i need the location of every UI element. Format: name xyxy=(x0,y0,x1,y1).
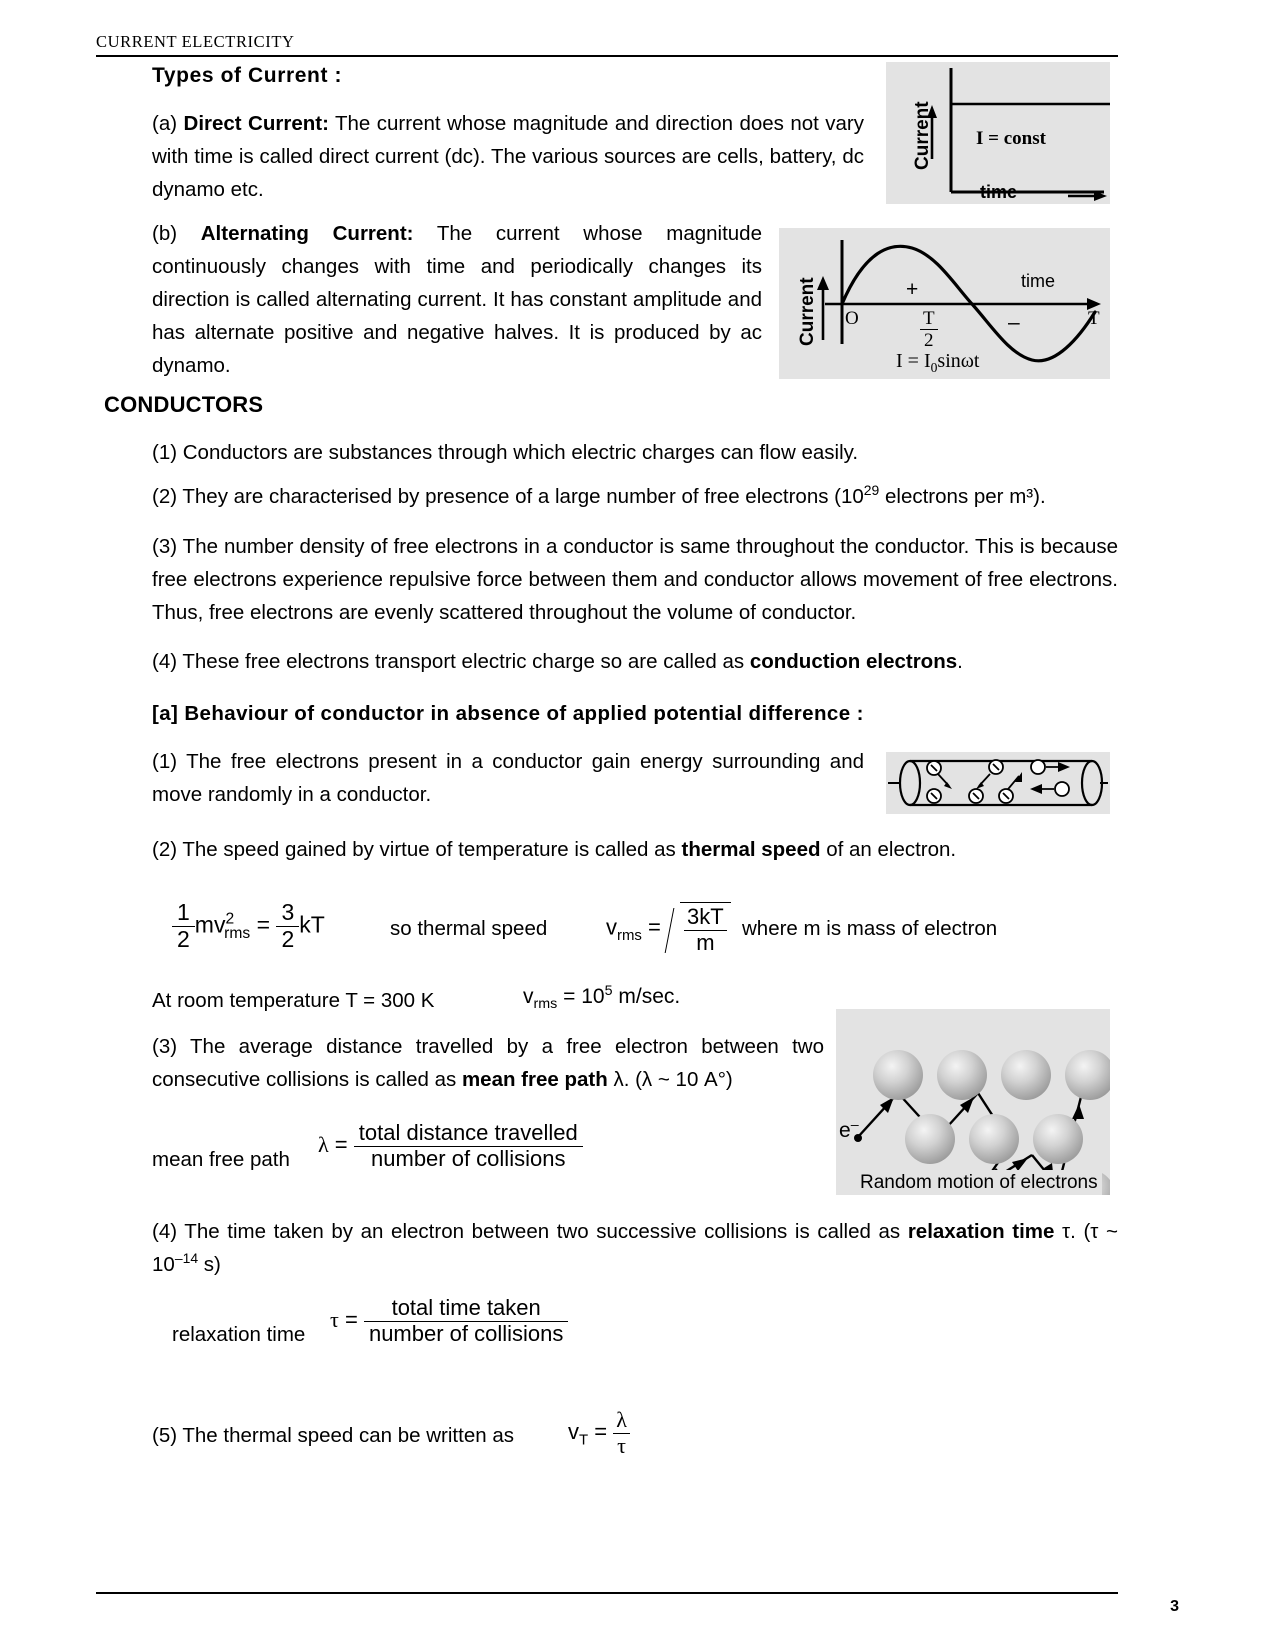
formula-thermal-speed-vT xyxy=(568,1408,630,1458)
conductor-cylinder-svg xyxy=(886,752,1110,814)
vrms-room-eq: = 10 xyxy=(563,985,605,1008)
label-relaxation-time: relaxation time xyxy=(172,1323,306,1346)
formula-relaxation-time xyxy=(330,1296,568,1346)
vrms-room-unit: m/sec. xyxy=(612,985,681,1008)
behaviour-point-1: (1) The free electrons present in a conductor gain energy surrounding and move randomly in a conductor. xyxy=(152,750,864,806)
paragraph-direct-current xyxy=(152,107,864,206)
vrms-room-sub: rms xyxy=(533,996,558,1013)
running-header-title: CURRENT ELECTRICITY xyxy=(96,32,295,51)
vrms-v: v xyxy=(606,914,617,940)
ac-half-period-fraction xyxy=(920,308,938,352)
vrms-sqrt xyxy=(667,902,731,955)
room-temperature-text: At room temperature T = 300 K xyxy=(152,989,435,1012)
behaviour-point-3 xyxy=(152,1030,824,1096)
ac-y-axis-label: Current xyxy=(797,277,818,346)
point4-pre: (4) These free electrons transport electric charge so are called as xyxy=(152,650,750,673)
vT-numerator: λ xyxy=(616,1407,627,1432)
b4-pre: (4) The time taken by an electron between two successive collisions is called as xyxy=(152,1220,908,1243)
random-motion-svg xyxy=(836,1009,1110,1195)
b4-post: τ. (τ ~ 10 xyxy=(152,1220,1118,1276)
dc-term: Direct Current xyxy=(183,112,323,135)
point4-post: . xyxy=(957,650,963,673)
ke-equals: = xyxy=(256,911,271,938)
tau-numerator: total time taken xyxy=(391,1295,541,1320)
ke-mv-sub: rms xyxy=(224,924,251,942)
dc-curve-label: I = const xyxy=(976,128,1046,149)
footer-divider xyxy=(96,1592,1118,1594)
behaviour-point-4 xyxy=(152,1215,1118,1281)
tau-denominator: number of collisions xyxy=(364,1321,568,1347)
figure-conductor-cylinder xyxy=(886,752,1110,814)
ke-numerator: 1 xyxy=(177,899,190,925)
ac-origin-label: O xyxy=(845,308,859,329)
page-number: 3 xyxy=(1170,1598,1179,1615)
ac-x-axis-label: time xyxy=(1021,271,1056,291)
ac-eq-rest: sinωt xyxy=(937,350,980,372)
b3-post: λ. (λ ~ 10 A°) xyxy=(607,1068,733,1091)
heading-conductors: CONDUCTORS xyxy=(104,392,264,417)
ke-rhs-num: 3 xyxy=(281,899,295,925)
heading-types-of-current: Types of Current : xyxy=(152,64,343,87)
vrms-sub: rms xyxy=(617,926,642,944)
vrms-equals: = xyxy=(648,914,661,940)
point2-post: electrons per m³). xyxy=(879,485,1046,508)
label-mean-free-path: mean free path xyxy=(152,1148,290,1171)
conductors-point-3: (3) The number density of free electrons in a conductor is same throughout the conductor. This is because free electrons experience repulsive force between them and conductor allows movement of free electrons. Thus, free electrons are evenly scattered throughout the volume of conductor. xyxy=(152,535,1118,624)
ke-mv: mv xyxy=(194,911,226,938)
paragraph-alternating-current xyxy=(152,217,762,382)
ac-colon: : xyxy=(406,222,414,245)
electron-label-e: e xyxy=(839,1119,851,1142)
ke-denominator: 2 xyxy=(172,926,195,953)
point4-bold: conduction electrons xyxy=(749,650,958,673)
tau-equals: = xyxy=(344,1306,358,1332)
formula-mean-free-path xyxy=(318,1121,583,1171)
dc-body-text: The current whose magnitude and direction does not vary with time is called direct current (dc). The various sources are cells, battery, dc dynamo etc. xyxy=(152,112,864,201)
heading-behaviour-no-pd: [a] Behaviour of conductor in absence of applied potential difference : xyxy=(152,702,864,725)
ac-eq-I: I xyxy=(896,350,903,372)
b2-post: of an electron. xyxy=(820,838,957,861)
b4-superscript: –14 xyxy=(174,1250,199,1267)
ac-term: Alternating Current xyxy=(200,222,407,245)
vT-equals: = xyxy=(594,1418,608,1444)
conductors-point-2 xyxy=(152,480,1124,513)
ac-body-text: The current whose magnitude continuously changes with time and periodically changes its direction is called alternating current. It has constant amplitude and has alternate positive and negative halves. It is produced by ac dynamo. xyxy=(152,222,762,377)
conductors-point-4 xyxy=(152,645,1118,678)
mfp-lambda: λ xyxy=(318,1131,329,1157)
mfp-denominator: number of collisions xyxy=(354,1146,583,1172)
vrms-room-v: v xyxy=(523,985,534,1008)
ke-mv-sup: 2 xyxy=(225,910,235,928)
electron-label-charge: – xyxy=(850,1117,859,1133)
ac-half-period-den: 2 xyxy=(920,329,938,351)
label-where-m-mass: where m is mass of electron xyxy=(742,917,998,940)
formula-vrms-room-value xyxy=(523,983,681,1013)
ac-eq-I0-sub: 0 xyxy=(930,360,938,375)
vrms-room-sup: 5 xyxy=(604,983,613,999)
tau-symbol: τ xyxy=(330,1306,339,1332)
ac-item-label: (b) xyxy=(152,222,178,245)
dc-y-axis-label: Current xyxy=(912,101,933,170)
formula-vrms xyxy=(606,902,731,955)
label-so-thermal-speed: so thermal speed xyxy=(390,917,548,940)
point2-superscript: 29 xyxy=(863,482,880,499)
dc-item-label: (a) xyxy=(152,112,178,135)
ac-half-period-num: T xyxy=(923,308,935,329)
b4-bold: relaxation time xyxy=(907,1220,1055,1243)
header-divider xyxy=(96,55,1118,57)
b2-bold: thermal speed xyxy=(681,838,821,861)
figure-alternating-current-graph xyxy=(779,228,1110,379)
figure-random-motion xyxy=(836,1009,1110,1195)
ac-eq-equals: = xyxy=(907,350,919,372)
vrms-den: m xyxy=(684,930,727,956)
electron-label xyxy=(839,1119,859,1143)
ac-negative-half-label: – xyxy=(1008,311,1020,334)
ke-rhs-den: 2 xyxy=(276,926,299,953)
vT-v: v xyxy=(568,1418,579,1444)
dc-x-axis-label: time xyxy=(980,182,1018,202)
behaviour-point-5: (5) The thermal speed can be written as xyxy=(152,1424,514,1447)
ac-equation xyxy=(896,350,979,373)
conductors-point-1: (1) Conductors are substances through which electric charges can flow easily. xyxy=(152,441,859,464)
ac-eq-I0: I xyxy=(923,350,931,372)
point2-pre: (2) They are characterised by presence of a large number of free electrons (10 xyxy=(152,485,864,508)
vT-sub: T xyxy=(579,1431,589,1449)
behaviour-point-2 xyxy=(152,833,1118,866)
mfp-equals: = xyxy=(334,1131,348,1157)
dc-colon: : xyxy=(322,112,329,135)
ac-positive-half-label: + xyxy=(906,278,919,301)
formula-kinetic-energy xyxy=(172,900,325,953)
ke-kT: kT xyxy=(299,911,325,938)
vT-denominator: τ xyxy=(613,1433,630,1459)
random-motion-caption: Random motion of electrons xyxy=(856,1170,1102,1195)
b4-end: s) xyxy=(198,1253,221,1276)
ac-period-label: T xyxy=(1088,308,1100,329)
figure-direct-current-graph xyxy=(886,62,1110,204)
b3-pre: (3) The average distance travelled by a free electron between two consecutive collisions is called as xyxy=(152,1035,824,1091)
b2-pre: (2) The speed gained by virtue of temperature is called as xyxy=(152,838,682,861)
vrms-num: 3kT xyxy=(687,904,724,929)
mfp-numerator: total distance travelled xyxy=(358,1120,578,1145)
b3-bold: mean free path xyxy=(461,1068,608,1091)
